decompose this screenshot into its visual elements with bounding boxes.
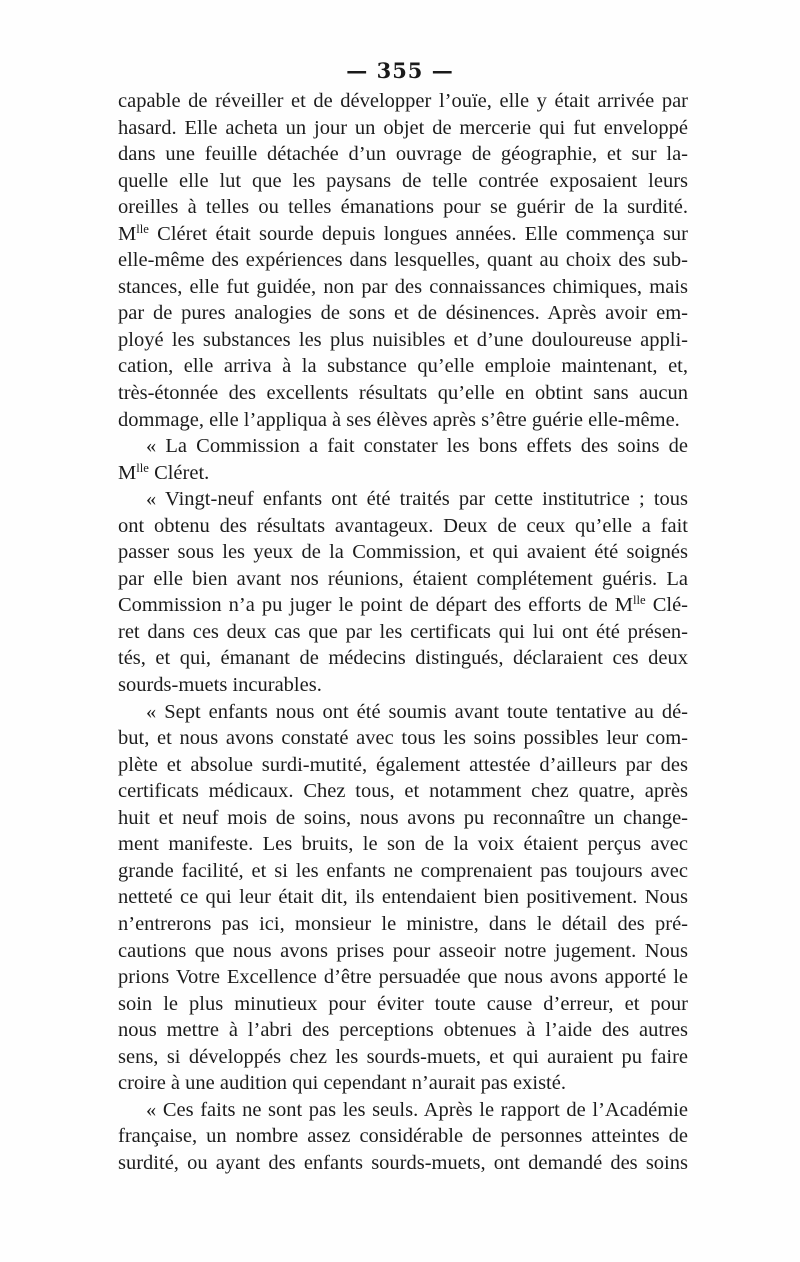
text-line: par de pures analogies de sons et de désinences. Après avoir em- xyxy=(118,302,688,325)
text-line: netteté ce qui leur était dit, ils entendaient bien positivement. Nous xyxy=(118,886,688,909)
text-line: sourds-muets incurables. xyxy=(118,674,322,697)
text-line: grande facilité, et si les enfants ne comprenaient pas toujours avec xyxy=(118,859,688,882)
text-line: dommage, elle l’appliqua à ses élèves après s’être guérie elle-même. xyxy=(118,408,680,431)
text-line: très-étonnée des excellents résultats qu’elle en obtint sans aucun xyxy=(118,382,688,405)
text-line: nous mettre à l’abri des perceptions obtenues à l’aide des autres xyxy=(118,1019,688,1042)
text-line: oreilles à telles ou telles émanations pour se guérir de la surdité. xyxy=(118,196,688,219)
text-line: hasard. Elle acheta un jour un objet de mercerie qui fut enveloppé xyxy=(118,116,688,139)
text-line: ployé les substances les plus nuisibles et d’une douloureuse appli- xyxy=(118,328,688,351)
text-line: stances, elle fut guidée, non par des connaissances chimiques, mais xyxy=(118,275,688,298)
superscript: lle xyxy=(633,593,646,608)
text-line: « Vingt-neuf enfants ont été traités par cette institutrice ; tous xyxy=(146,488,688,511)
text-line: prions Votre Excellence d’être persuadée que nous avons apporté le xyxy=(118,966,688,989)
text-line: surdité, ou ayant des enfants sourds-muets, ont demandé des soins xyxy=(118,1151,688,1174)
text-line: ment manifeste. Les bruits, le son de la voix étaient perçus avec xyxy=(118,833,688,856)
text-line: par elle bien avant nos réunions, étaient complétement guéris. La xyxy=(118,567,688,590)
text-line: « Sept enfants nous ont été soumis avant toute tentative au dé- xyxy=(146,700,688,723)
text-line: croire à une audition qui cependant n’aurait pas existé. xyxy=(118,1072,566,1095)
text-line: quelle elle lut que les paysans de telle contrée exposaient leurs xyxy=(118,169,688,192)
superscript: lle xyxy=(136,221,149,236)
text-line: « La Commission a fait constater les bons effets des soins de xyxy=(146,435,688,458)
text-line: sens, si développés chez les sourds-muets, et qui auraient pu faire xyxy=(118,1045,688,1068)
text-line: cation, elle arriva à la substance qu’elle emploie maintenant, et, xyxy=(118,355,688,378)
text-line: ont obtenu des résultats avantageux. Deux de ceux qu’elle a fait xyxy=(118,514,688,537)
text-line: huit et neuf mois de soins, nous avons pu reconnaître un change- xyxy=(118,806,688,829)
superscript: lle xyxy=(136,460,149,475)
text-line: $M^{lle}$ Cléret était sourde depuis longues années. Elle commença sur xyxy=(118,221,688,245)
text-line: $M^{lle}$ Cléret. xyxy=(118,460,210,484)
text-line: but, et nous avons constaté avec tous les soins possibles leur com- xyxy=(118,727,688,750)
text-line: plète et absolue surdi-mutité, également attestée d’ailleurs par des xyxy=(118,753,688,776)
text-line: soin le plus minutieux pour éviter toute cause d’erreur, et pour xyxy=(118,992,688,1015)
text-line: capable de réveiller et de développer l’ouïe, elle y était arrivée par xyxy=(118,90,688,112)
text-line: française, un nombre assez considérable de personnes atteintes de xyxy=(118,1125,688,1148)
text-line: dans une feuille détachée d’un ouvrage de géographie, et sur la- xyxy=(118,143,688,166)
text-line: elle-même des expériences dans lesquelles, quant au choix des sub- xyxy=(118,249,688,272)
text-line: cautions que nous avons prises pour asseoir notre jugement. Nous xyxy=(118,939,688,962)
text-line: certificats médicaux. Chez tous, et notamment chez quatre, après xyxy=(118,780,688,803)
page-number: — 355 — xyxy=(346,58,454,83)
text-line: Commission n’a pu juger le point de départ des efforts de $M^{lle}$ Clé- xyxy=(118,593,688,617)
text-line: « Ces faits ne sont pas les seuls. Après le rapport de l’Académie xyxy=(146,1098,688,1121)
body-text xyxy=(118,88,688,1176)
text-line: tés, et qui, émanant de médecins distingués, déclaraient ces deux xyxy=(118,647,688,670)
text-line: ret dans ces deux cas que par les certificats qui lui ont été présen- xyxy=(118,620,688,643)
text-line: n’entrerons pas ici, monsieur le ministre, dans le détail des pré- xyxy=(118,912,688,935)
text-line: passer sous les yeux de la Commission, et qui avaient été soignés xyxy=(118,541,688,564)
